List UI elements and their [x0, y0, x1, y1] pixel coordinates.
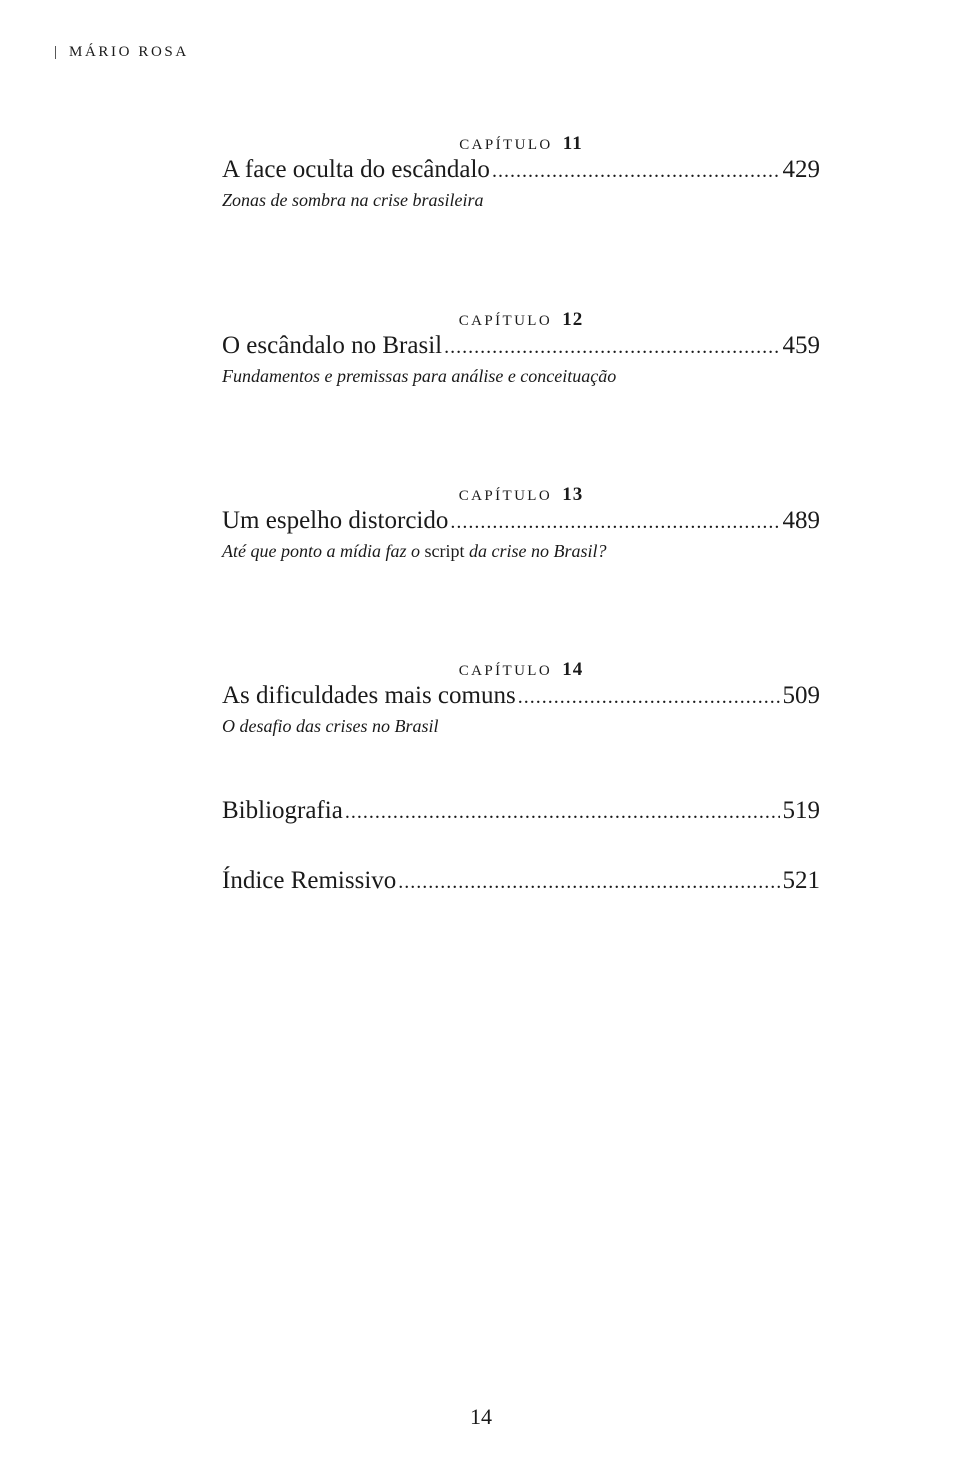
toc-chapter-12 [222, 310, 820, 389]
entry-title: As dificuldades mais comuns [222, 682, 516, 709]
chapter-number: 14 [562, 659, 584, 680]
running-head-bar: | [54, 44, 58, 60]
entry-title: Índice Remissivo [222, 867, 397, 894]
entry-title: Um espelho distorcido [222, 507, 449, 534]
chapter-label-text: CAPÍTULO [459, 137, 553, 153]
toc-entry[interactable] [222, 505, 820, 538]
entry-subtitle: Fundamentos e premissas para análise e conceituação [222, 366, 617, 386]
entry-title: Bibliografia [222, 797, 343, 824]
chapter-label-text: CAPÍTULO [458, 488, 553, 504]
entry-page-number: 459 [782, 332, 820, 359]
entry-subtitle: O desafio das crises no Brasil [222, 716, 439, 736]
subtitle-part: da crise no Brasil? [464, 541, 607, 561]
dot-leader [345, 796, 780, 828]
chapter-number: 13 [562, 484, 584, 505]
chapter-number: 12 [562, 309, 584, 330]
toc-entry[interactable] [222, 330, 820, 363]
running-head [54, 41, 189, 63]
toc-bibliography [222, 795, 820, 828]
toc-chapter-14 [222, 660, 820, 739]
entry-subtitle [222, 538, 820, 564]
chapter-label [222, 485, 820, 505]
toc-entry[interactable] [222, 865, 820, 898]
dot-leader [398, 866, 779, 898]
toc-chapter-13 [222, 485, 820, 564]
dot-leader [450, 506, 779, 538]
running-head-author: MÁRIO ROSA [69, 44, 189, 60]
entry-subtitle: Zonas de sombra na crise brasileira [222, 190, 484, 210]
chapter-label [222, 134, 820, 154]
subtitle-upright-word: script [424, 541, 465, 561]
toc-entry[interactable] [222, 680, 820, 713]
entry-title: A face oculta do escândalo [222, 156, 490, 183]
toc-entry[interactable] [222, 795, 820, 828]
toc-index [222, 865, 820, 898]
toc-entry[interactable] [222, 154, 820, 187]
toc-chapter-11 [222, 134, 820, 213]
dot-leader [492, 155, 780, 187]
entry-page-number: 489 [782, 507, 820, 534]
chapter-number: 11 [562, 133, 583, 154]
chapter-label-text: CAPÍTULO [458, 663, 553, 679]
entry-page-number: 429 [782, 156, 820, 183]
entry-title: O escândalo no Brasil [222, 332, 443, 359]
chapter-label-text: CAPÍTULO [458, 313, 553, 329]
subtitle-part: Até que ponto a mídia faz o [222, 541, 425, 561]
page-number: 14 [470, 1404, 492, 1429]
chapter-label [222, 310, 820, 330]
dot-leader [444, 331, 779, 363]
entry-page-number: 509 [782, 682, 820, 709]
dot-leader [518, 681, 780, 713]
chapter-label [222, 660, 820, 680]
entry-page-number: 519 [782, 797, 820, 824]
entry-page-number: 521 [782, 867, 820, 894]
